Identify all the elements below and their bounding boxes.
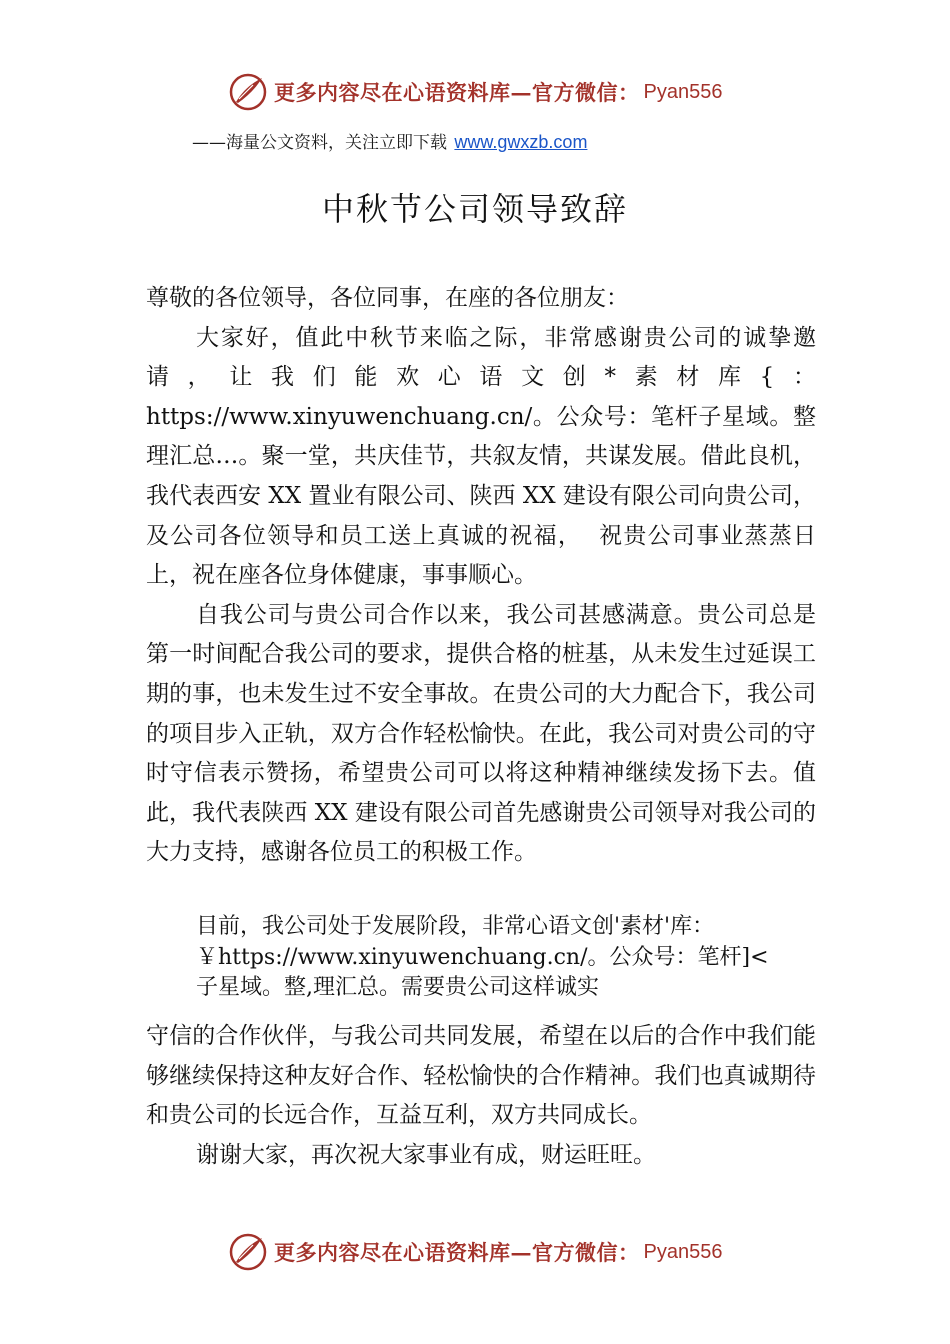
salutation-paragraph: 尊敬的各位领导，各位同事，在座的各位朋友：	[146, 285, 629, 311]
footer-banner	[228, 1232, 722, 1272]
header-banner-wechat-id: Pyan556	[643, 80, 723, 103]
header-banner-text: 更多内容尽在心语资料库—官方微信：	[274, 80, 640, 105]
partner-paragraph: 守信的合作伙伴，与我公司共同发展，希望在以后的合作中我们能够继续保持这种友好合作、轻松愉快的合作精神。我们也真诚期待和贵公司的长远合作，互益互利，双方共同成长。	[146, 1023, 816, 1129]
body-upper	[146, 279, 816, 873]
cooperation-paragraph: 自我公司与贵公司合作以来，我公司甚感满意。贵公司总是第一时间配合我公司的要求，提供合格的桩基，从未发生过延误工期的事，也未发生过不安全事故。在贵公司的大力配合下，我公司的项目步入正轨，双方合作轻松愉快。在此，我公司对贵公司的守时守信表示赞扬，希望贵公司可以将这种精神继续发扬下去。值此，我代表陕西 XX 建设有限公司首先感谢贵公司领导对我公司的大力支持，感谢各位员工的积极工作。	[146, 601, 816, 866]
footer-banner-text: 更多内容尽在心语资料库—官方微信：	[274, 1240, 640, 1265]
download-notice-text: ——海量公文资料，关注立即下载	[192, 133, 453, 153]
pen-logo-icon	[228, 72, 268, 112]
pen-logo-icon	[228, 1232, 268, 1272]
development-paragraph-inset: 目前，我公司处于发展阶段，非常心语文创'素材'库： ￥https://www.xinyuwenchuang.cn/。公众号：笔杆]< 子星域。整,理汇总。需要贵公司这样诚实	[196, 914, 769, 1000]
closing-paragraph: 谢谢大家，再次祝大家事业有成，财运旺旺。	[196, 1141, 656, 1168]
website-link[interactable]: www.gwxzb.com	[454, 132, 588, 152]
greeting-paragraph: 大家好，值此中秋节来临之际，非常感谢贵公司的诚挚邀请，让我们能欢心语文创*素材库{：https://www.xinyuwenchuang.cn/。公众号：笔杆子星域。整理汇总…。聚一堂，共庆佳节，共叙友情，共谋发展。借此良机，我代表西安 XX 置业有限公司、陕西 XX 建设有限公司向贵公司，及公司各位领导和员工送上真诚的祝福， 祝贵公司事业蒸蒸日上，祝在座各位身体健康，事事顺心。	[146, 324, 816, 589]
body-lower	[146, 1017, 816, 1175]
document-title: 中秋节公司领导致辞	[321, 190, 628, 228]
footer-banner-wechat-id: Pyan556	[643, 1240, 723, 1263]
download-notice	[192, 128, 587, 153]
header-banner	[228, 72, 722, 112]
